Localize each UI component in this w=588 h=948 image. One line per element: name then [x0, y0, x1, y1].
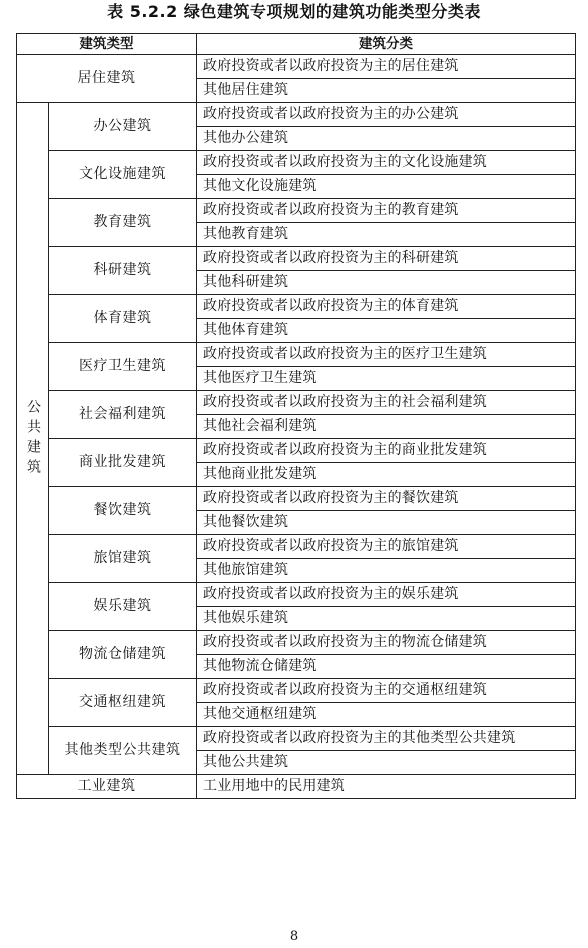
category-name: 商业批发建筑 [49, 439, 197, 487]
category-item: 政府投资或者以政府投资为主的文化设施建筑 [197, 151, 576, 175]
category-item: 政府投资或者以政府投资为主的科研建筑 [197, 247, 576, 271]
category-item: 其他文化设施建筑 [197, 175, 576, 199]
category-item: 政府投资或者以政府投资为主的体育建筑 [197, 295, 576, 319]
category-item: 其他体育建筑 [197, 319, 576, 343]
category-name: 办公建筑 [49, 103, 197, 151]
category-item: 其他娱乐建筑 [197, 607, 576, 631]
residential-name: 居住建筑 [17, 55, 197, 103]
residential-item-1: 政府投资或者以政府投资为主的居住建筑 [197, 55, 576, 79]
category-item: 政府投资或者以政府投资为主的交通枢纽建筑 [197, 679, 576, 703]
table-row [17, 295, 576, 319]
building-type-table [16, 33, 576, 799]
category-item: 其他教育建筑 [197, 223, 576, 247]
page-number: 8 [289, 929, 299, 944]
table-title: 表 5.2.2 绿色建筑专项规划的建筑功能类型分类表 [107, 2, 481, 21]
category-item: 其他科研建筑 [197, 271, 576, 295]
category-item: 其他社会福利建筑 [197, 415, 576, 439]
table-row [17, 151, 576, 175]
category-name: 教育建筑 [49, 199, 197, 247]
table-row [17, 55, 576, 79]
header-class: 建筑分类 [197, 34, 576, 55]
table-row [17, 487, 576, 511]
category-name: 其他类型公共建筑 [49, 727, 197, 775]
table-row [17, 439, 576, 463]
category-name: 社会福利建筑 [49, 391, 197, 439]
category-name: 科研建筑 [49, 247, 197, 295]
category-item: 其他医疗卫生建筑 [197, 367, 576, 391]
table-row [17, 631, 576, 655]
public-building-label-text: 公共建筑 [25, 398, 41, 479]
category-item: 其他交通枢纽建筑 [197, 703, 576, 727]
category-item: 政府投资或者以政府投资为主的办公建筑 [197, 103, 576, 127]
category-name: 医疗卫生建筑 [49, 343, 197, 391]
residential-item-2: 其他居住建筑 [197, 79, 576, 103]
category-item: 其他餐饮建筑 [197, 511, 576, 535]
table-row [17, 247, 576, 271]
table-row [17, 391, 576, 415]
category-item: 政府投资或者以政府投资为主的医疗卫生建筑 [197, 343, 576, 367]
category-name: 文化设施建筑 [49, 151, 197, 199]
industrial-item: 工业用地中的民用建筑 [197, 775, 576, 799]
category-item: 政府投资或者以政府投资为主的旅馆建筑 [197, 535, 576, 559]
public-building-label [17, 103, 49, 775]
category-item: 政府投资或者以政府投资为主的物流仓储建筑 [197, 631, 576, 655]
category-item: 政府投资或者以政府投资为主的社会福利建筑 [197, 391, 576, 415]
header-row [17, 34, 576, 55]
category-name: 旅馆建筑 [49, 535, 197, 583]
table-row [17, 199, 576, 223]
table-row [17, 775, 576, 799]
category-item: 政府投资或者以政府投资为主的其他类型公共建筑 [197, 727, 576, 751]
industrial-name: 工业建筑 [17, 775, 197, 799]
category-item: 其他商业批发建筑 [197, 463, 576, 487]
category-item: 其他公共建筑 [197, 751, 576, 775]
table-row [17, 535, 576, 559]
category-item: 政府投资或者以政府投资为主的娱乐建筑 [197, 583, 576, 607]
table-row [17, 343, 576, 367]
category-item: 其他办公建筑 [197, 127, 576, 151]
category-item: 政府投资或者以政府投资为主的教育建筑 [197, 199, 576, 223]
table-row [17, 103, 576, 127]
category-name: 物流仓储建筑 [49, 631, 197, 679]
table-row [17, 727, 576, 751]
header-type: 建筑类型 [17, 34, 197, 55]
category-item: 政府投资或者以政府投资为主的餐饮建筑 [197, 487, 576, 511]
category-name: 餐饮建筑 [49, 487, 197, 535]
category-name: 交通枢纽建筑 [49, 679, 197, 727]
category-item: 其他物流仓储建筑 [197, 655, 576, 679]
category-item: 其他旅馆建筑 [197, 559, 576, 583]
category-name: 体育建筑 [49, 295, 197, 343]
table-row [17, 679, 576, 703]
table-row [17, 583, 576, 607]
category-item: 政府投资或者以政府投资为主的商业批发建筑 [197, 439, 576, 463]
category-name: 娱乐建筑 [49, 583, 197, 631]
